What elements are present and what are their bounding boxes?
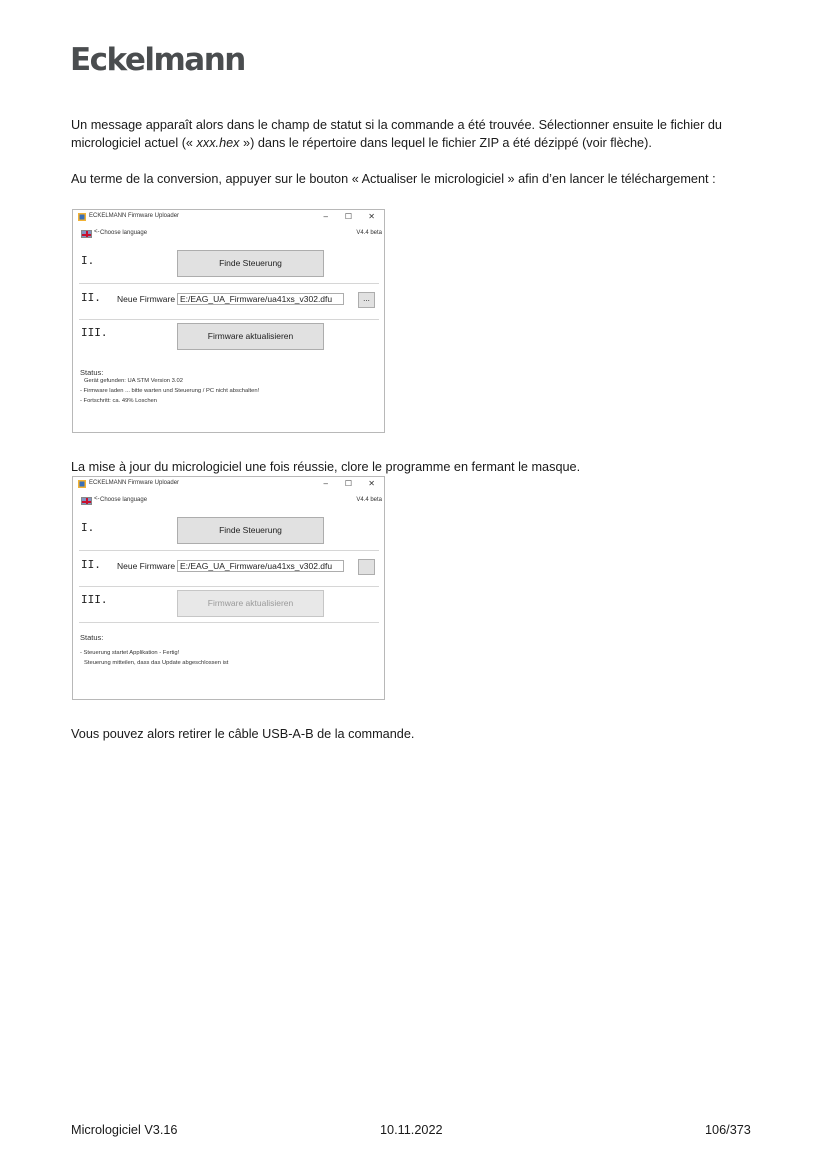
arrow-left-icon: <- [94, 229, 100, 235]
status-line: - Firmware laden ... bitte warten und Steuerung / PC nicht abschalten! [80, 388, 260, 394]
uk-flag-icon[interactable] [81, 497, 92, 505]
paragraph-usb-cable: Vous pouvez alors retirer le câble USB-A-B de la commande. [71, 727, 415, 741]
divider [79, 622, 379, 623]
firmware-path-field[interactable]: E:/EAG_UA_Firmware/ua41xs_v302.dfu [177, 293, 344, 305]
paragraph-success: La mise à jour du micrologiciel une fois réussie, clore le programme en fermant le masque. [71, 460, 581, 474]
paragraph-status-message [71, 117, 751, 152]
firmware-path-field[interactable]: E:/EAG_UA_Firmware/ua41xs_v302.dfu [177, 560, 344, 572]
step-3-label: III. [81, 593, 108, 606]
title-bar [73, 210, 384, 225]
close-icon[interactable]: ✕ [368, 479, 375, 488]
firmware-uploader-window-1 [72, 209, 385, 433]
divider [79, 586, 379, 587]
firmware-uploader-window-2 [72, 476, 385, 700]
filename-italic: xxx.hex [196, 135, 240, 150]
new-firmware-label: Neue Firmware [117, 561, 176, 571]
footer-date: 10.11.2022 [380, 1123, 443, 1137]
status-line: Steuerung mitteilen, dass das Update abgeschlossen ist [84, 660, 229, 666]
step-1-label: I. [81, 254, 95, 267]
find-controller-button[interactable]: Finde Steuerung [177, 517, 324, 544]
status-title: Status: [80, 368, 104, 377]
title-bar [73, 477, 384, 492]
language-row [73, 495, 384, 507]
paragraph-text: ») dans le répertoire dans lequel le fichier ZIP a été dézippé (voir flèche). [239, 135, 652, 150]
maximize-icon[interactable]: ☐ [344, 479, 352, 488]
find-controller-button[interactable]: Finde Steuerung [177, 250, 324, 277]
window-title: ECKELMANN Firmware Uploader [89, 213, 180, 219]
eckelmann-logo: Eckelmann [70, 42, 245, 78]
version-label: V4.4 beta [356, 497, 382, 503]
step-3-label: III. [81, 326, 108, 339]
divider [79, 550, 379, 551]
status-line: - Steuerung startet Applikation - Fertig! [80, 650, 180, 656]
step-1-label: I. [81, 521, 95, 534]
app-icon [78, 480, 86, 488]
window-title: ECKELMANN Firmware Uploader [89, 480, 180, 486]
uk-flag-icon[interactable] [81, 230, 92, 238]
paragraph-conversion: Au terme de la conversion, appuyer sur le bouton « Actualiser le micrologiciel » afin d’en lancer le téléchargement : [71, 172, 716, 186]
language-row [73, 228, 384, 240]
status-line: - Fortschritt: ca. 49% Loschen [80, 398, 158, 404]
new-firmware-label: Neue Firmware [117, 294, 176, 304]
minimize-icon[interactable]: – [323, 212, 328, 221]
step-2-label: II. [81, 291, 101, 304]
close-icon[interactable]: ✕ [368, 212, 375, 221]
minimize-icon[interactable]: – [323, 479, 328, 488]
divider [79, 319, 379, 320]
browse-button[interactable]: ... [358, 292, 375, 308]
footer-page-number: 106/373 [705, 1123, 751, 1137]
app-icon [78, 213, 86, 221]
status-title: Status: [80, 633, 104, 642]
update-firmware-button[interactable]: Firmware aktualisieren [177, 323, 324, 350]
divider [79, 283, 379, 284]
choose-language-label: Choose language [100, 230, 148, 236]
footer-document-name: Micrologiciel V3.16 [71, 1123, 178, 1137]
choose-language-label: Choose language [100, 497, 148, 503]
paragraph-text: Un message apparaît alors dans le champ de statut si la commande a été trouvée. Sélectionner ensuite le fichier du micrologiciel actuel (« [71, 118, 722, 150]
maximize-icon[interactable]: ☐ [344, 212, 352, 221]
update-firmware-button[interactable]: Firmware aktualisieren [177, 590, 324, 617]
browse-button[interactable] [358, 559, 375, 575]
step-2-label: II. [81, 558, 101, 571]
status-line: Gerät gefunden: UA STM Version 3.02 [84, 378, 183, 384]
arrow-left-icon: <- [94, 496, 100, 502]
version-label: V4.4 beta [356, 230, 382, 236]
